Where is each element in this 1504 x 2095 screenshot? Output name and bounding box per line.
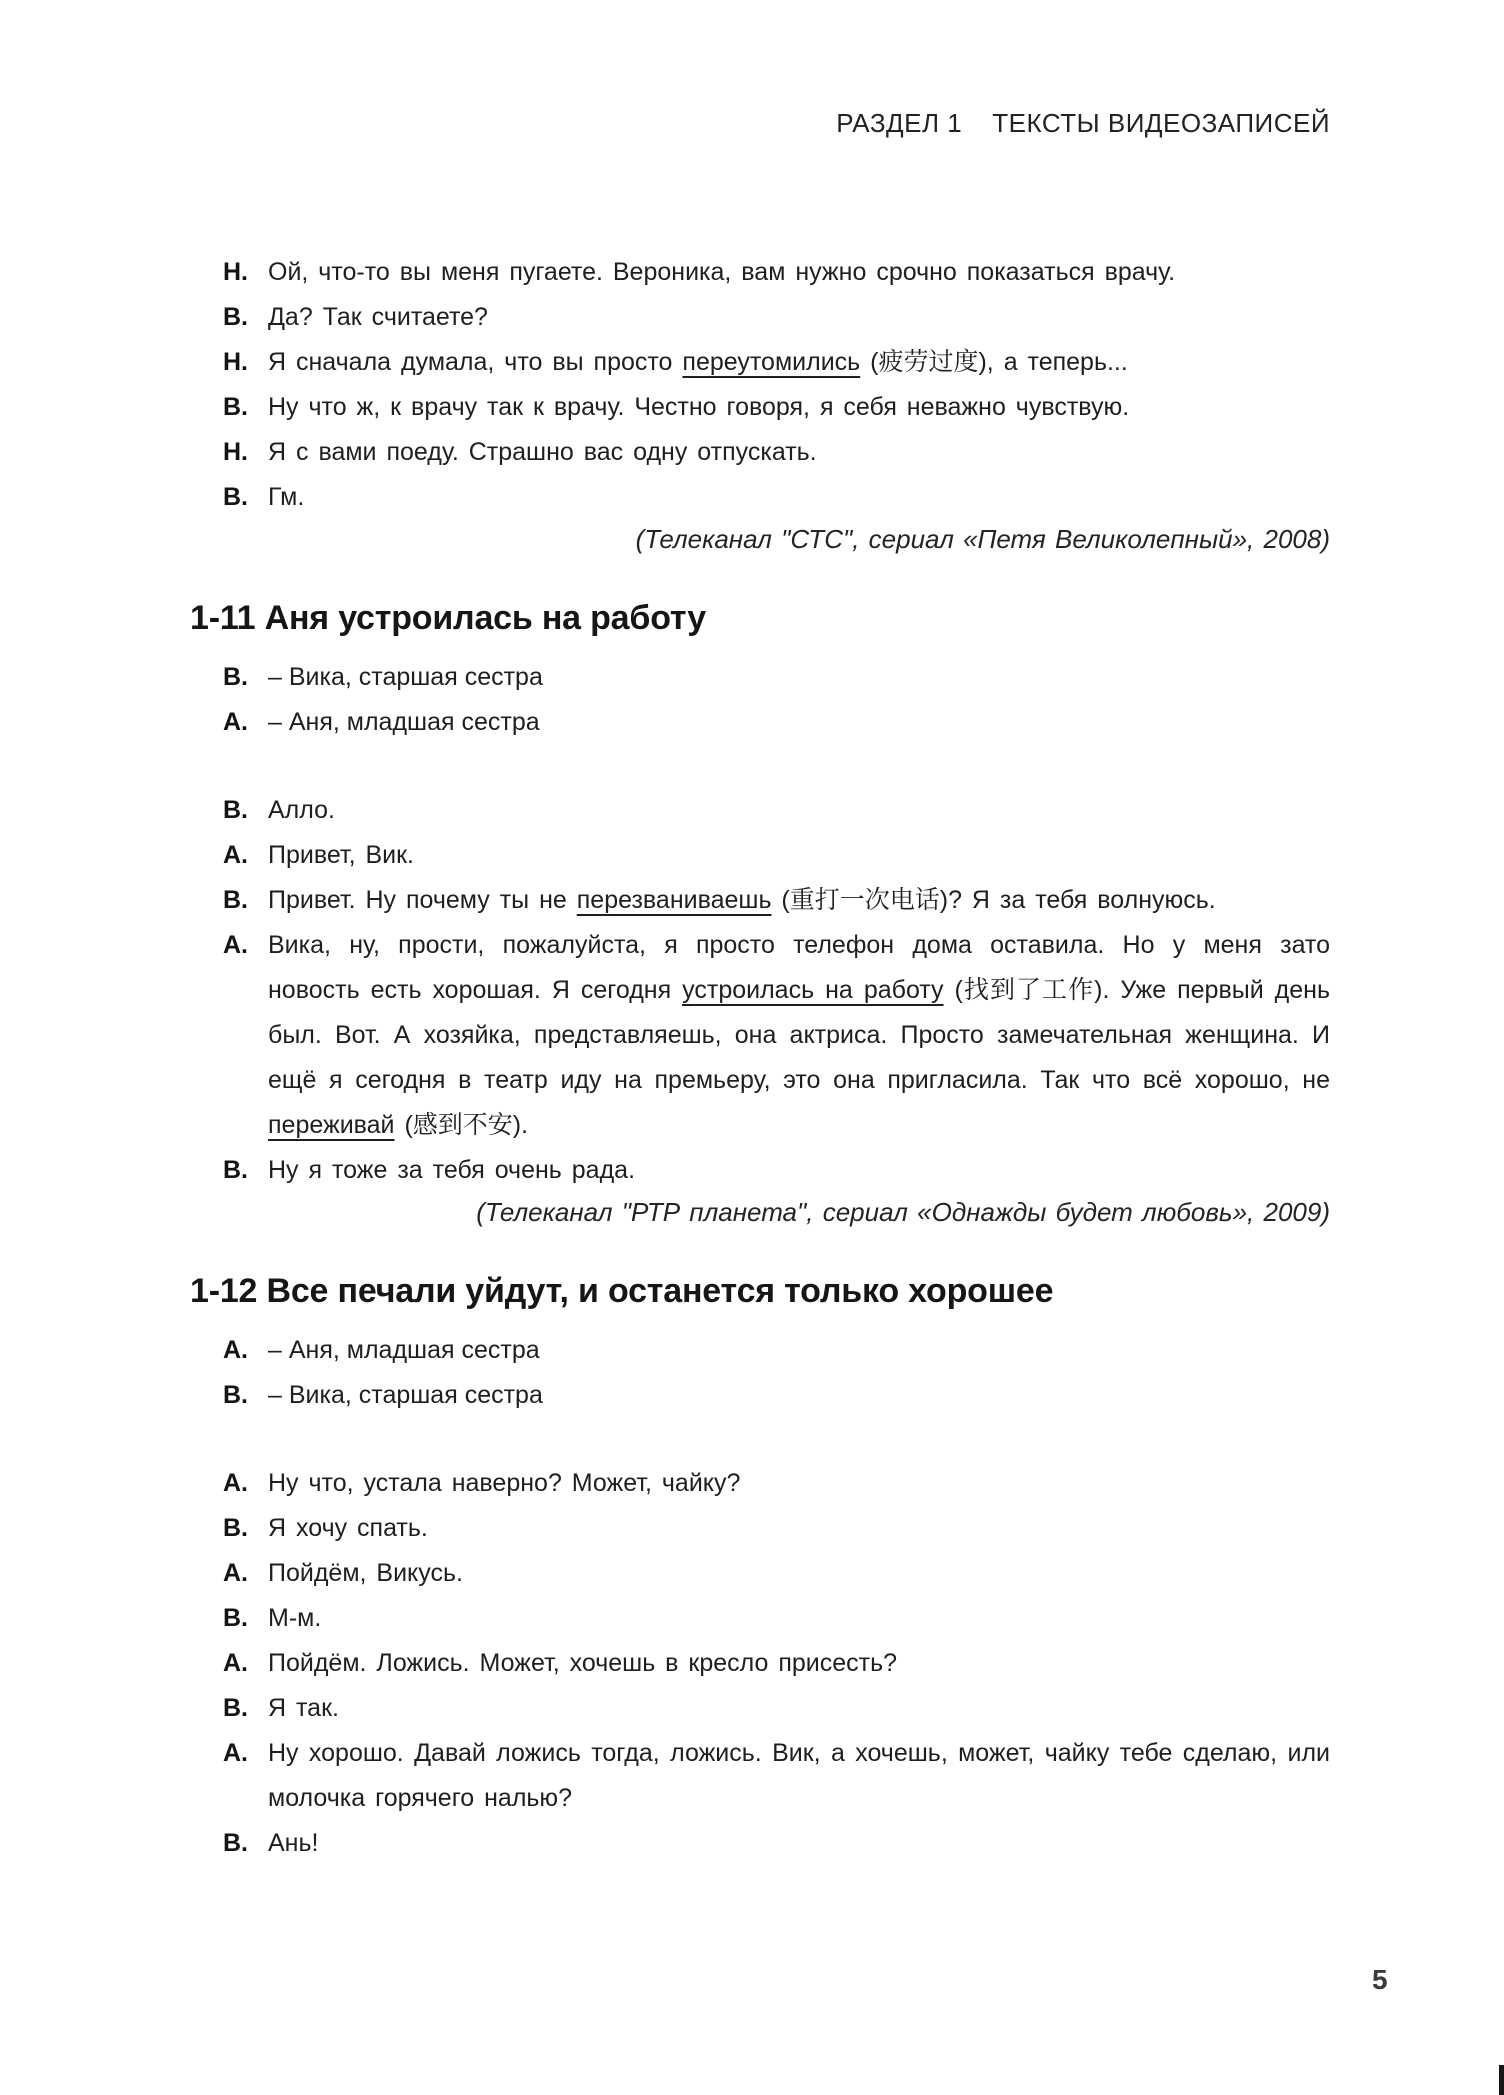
dialogue-text [268, 1506, 1330, 1551]
speaker-label: В. [223, 393, 248, 421]
dialogue-text-segment: Гм. [268, 483, 305, 511]
transcript-section [190, 1271, 1330, 1866]
underlined-term: переживай [268, 1111, 395, 1139]
dialogue-text [268, 1596, 1330, 1641]
sections-container [190, 250, 1330, 1866]
dialogue-text-segment: Я сначала думала, что вы просто [268, 348, 683, 376]
dialogue-text [268, 788, 1330, 833]
speaker-label: А. [223, 1649, 248, 1677]
transcript-section [190, 250, 1330, 558]
dialogue-text-segment: Я хочу спать. [268, 1514, 428, 1542]
dialogue-text-segment: Ну что ж, к врачу так к врачу. Честно говоря, я себя неважно чувствую. [268, 393, 1130, 421]
dialogue-text [268, 295, 1330, 340]
dialogue-list [223, 250, 1330, 520]
speaker-label: А. [223, 1739, 248, 1767]
speaker-label: Н. [223, 438, 248, 466]
cast-list [223, 1328, 1330, 1418]
dialogue-row [223, 833, 1330, 878]
running-header [190, 108, 1330, 138]
section-title: 1-12 Все печали уйдут, и останется только хорошее [190, 1272, 1054, 1310]
source-attribution: (Телеканал "РТР планета", сериал «Однажды будет любовь», 2009) [476, 1197, 1330, 1227]
dialogue-text-segment: (找到了工作). Уже первый день был. Вот. А хозяйка, представляешь, она актриса. Просто замечательная женщина. И ещё я сегодня в театр иду на премьеру, это она пригласила. Так что всё хорошо, не [268, 976, 1330, 1094]
dialogue-text-segment: Ань! [268, 1829, 319, 1857]
running-header-title: ТЕКСТЫ ВИДЕОЗАПИСЕЙ [992, 108, 1330, 138]
dialogue-row [223, 295, 1330, 340]
dialogue-row [223, 340, 1330, 385]
page-content [0, 108, 1504, 1866]
speaker-label: А. [223, 1336, 248, 1364]
cast-row [223, 1373, 1330, 1418]
speaker-label: В. [223, 663, 248, 691]
cast-text: – Аня, младшая сестра [268, 1336, 540, 1364]
dialogue-row [223, 250, 1330, 295]
speaker-label: А. [223, 708, 248, 736]
dialogue-text-segment: Ну я тоже за тебя очень рада. [268, 1156, 636, 1184]
dialogue-row [223, 1686, 1330, 1731]
dialogue-text-segment: Вика, ну, прости, пожалуйста, я просто телефон дома оставила. Но у меня зато новость есть хорошая. Я сегодня [268, 931, 1330, 1004]
dialogue-row [223, 923, 1330, 1148]
dialogue-text-segment: Пойдём. Ложись. Может, хочешь в кресло присесть? [268, 1649, 898, 1677]
dialogue-text [268, 1148, 1330, 1193]
dialogue-text [268, 340, 1330, 385]
speaker-label: В. [223, 1694, 248, 1722]
dialogue-list [223, 788, 1330, 1193]
cast-list [223, 655, 1330, 745]
speaker-label: В. [223, 1604, 248, 1632]
dialogue-row [223, 1596, 1330, 1641]
transcript-section [190, 598, 1330, 1231]
speaker-label: А. [223, 931, 248, 959]
dialogue-text-segment: Ну хорошо. Давай ложись тогда, ложись. Вик, а хочешь, может, чайку тебе сделаю, или молочка горячего налью? [268, 1739, 1330, 1812]
dialogue-text-segment: М-м. [268, 1604, 322, 1632]
dialogue-text-segment: Пойдём, Викусь. [268, 1559, 463, 1587]
dialogue-row [223, 430, 1330, 475]
cast-row [223, 655, 1330, 700]
dialogue-text-segment: Я так. [268, 1694, 339, 1722]
dialogue-text [268, 1686, 1330, 1731]
dialogue-text-segment: (感到不安). [394, 1111, 529, 1139]
speaker-label: А. [223, 1469, 248, 1497]
dialogue-text-segment: Я с вами поеду. Страшно вас одну отпускать. [268, 438, 817, 466]
cast-row [223, 700, 1330, 745]
dialogue-text [268, 1821, 1330, 1866]
dialogue-text [268, 1641, 1330, 1686]
dialogue-text-segment: Алло. [268, 796, 335, 824]
dialogue-text [268, 430, 1330, 475]
dialogue-row [223, 1731, 1330, 1821]
dialogue-text [268, 1461, 1330, 1506]
dialogue-text-segment: Ну что, устала наверно? Может, чайку? [268, 1469, 741, 1497]
underlined-term: перезваниваешь [576, 886, 772, 914]
dialogue-row [223, 1551, 1330, 1596]
scan-artifact [1499, 2065, 1504, 2095]
dialogue-text [268, 1551, 1330, 1596]
dialogue-text-segment: Ой, что-то вы меня пугаете. Вероника, вам нужно срочно показаться врачу. [268, 258, 1176, 286]
dialogue-text-segment: Да? Так считаете? [268, 303, 488, 331]
speaker-label: В. [223, 303, 248, 331]
dialogue-text-segment: Привет. Ну почему ты не [268, 886, 577, 914]
speaker-label: В. [223, 1381, 248, 1409]
speaker-label: В. [223, 1829, 248, 1857]
underlined-term: устроилась на работу [682, 976, 944, 1004]
speaker-label: В. [223, 1156, 248, 1184]
speaker-label: В. [223, 483, 248, 511]
dialogue-row [223, 1148, 1330, 1193]
speaker-label: А. [223, 1559, 248, 1587]
running-header-section: РАЗДЕЛ 1 [836, 108, 963, 138]
dialogue-text-segment: (重打一次电话)? Я за тебя волнуюсь. [771, 886, 1216, 914]
dialogue-row [223, 788, 1330, 833]
dialogue-row [223, 878, 1330, 923]
cast-text: – Вика, старшая сестра [268, 1381, 543, 1409]
speaker-label: А. [223, 841, 248, 869]
page-number: 5 [1372, 1964, 1388, 1995]
cast-text: – Аня, младшая сестра [268, 708, 540, 736]
dialogue-text-segment: Привет, Вик. [268, 841, 415, 869]
cast-text: – Вика, старшая сестра [268, 663, 543, 691]
underlined-term: переутомились [682, 348, 861, 376]
dialogue-text [268, 475, 1330, 520]
speaker-label: В. [223, 796, 248, 824]
cast-row [223, 1328, 1330, 1373]
speaker-label: В. [223, 1514, 248, 1542]
dialogue-row [223, 1506, 1330, 1551]
source-attribution: (Телеканал "СТС", сериал «Петя Великолепный», 2008) [635, 524, 1330, 554]
dialogue-text [268, 923, 1330, 1148]
dialogue-row [223, 1821, 1330, 1866]
dialogue-list [223, 1461, 1330, 1866]
section-title: 1-11 Аня устроилась на работу [190, 599, 706, 637]
dialogue-text [268, 250, 1330, 295]
dialogue-text [268, 385, 1330, 430]
speaker-label: Н. [223, 258, 248, 286]
dialogue-text [268, 1731, 1330, 1821]
dialogue-row [223, 475, 1330, 520]
dialogue-row [223, 385, 1330, 430]
dialogue-text [268, 878, 1330, 923]
dialogue-row [223, 1461, 1330, 1506]
speaker-label: Н. [223, 348, 248, 376]
dialogue-text [268, 833, 1330, 878]
speaker-label: В. [223, 886, 248, 914]
dialogue-text-segment: (疲劳过度), а теперь... [860, 348, 1128, 376]
dialogue-row [223, 1641, 1330, 1686]
